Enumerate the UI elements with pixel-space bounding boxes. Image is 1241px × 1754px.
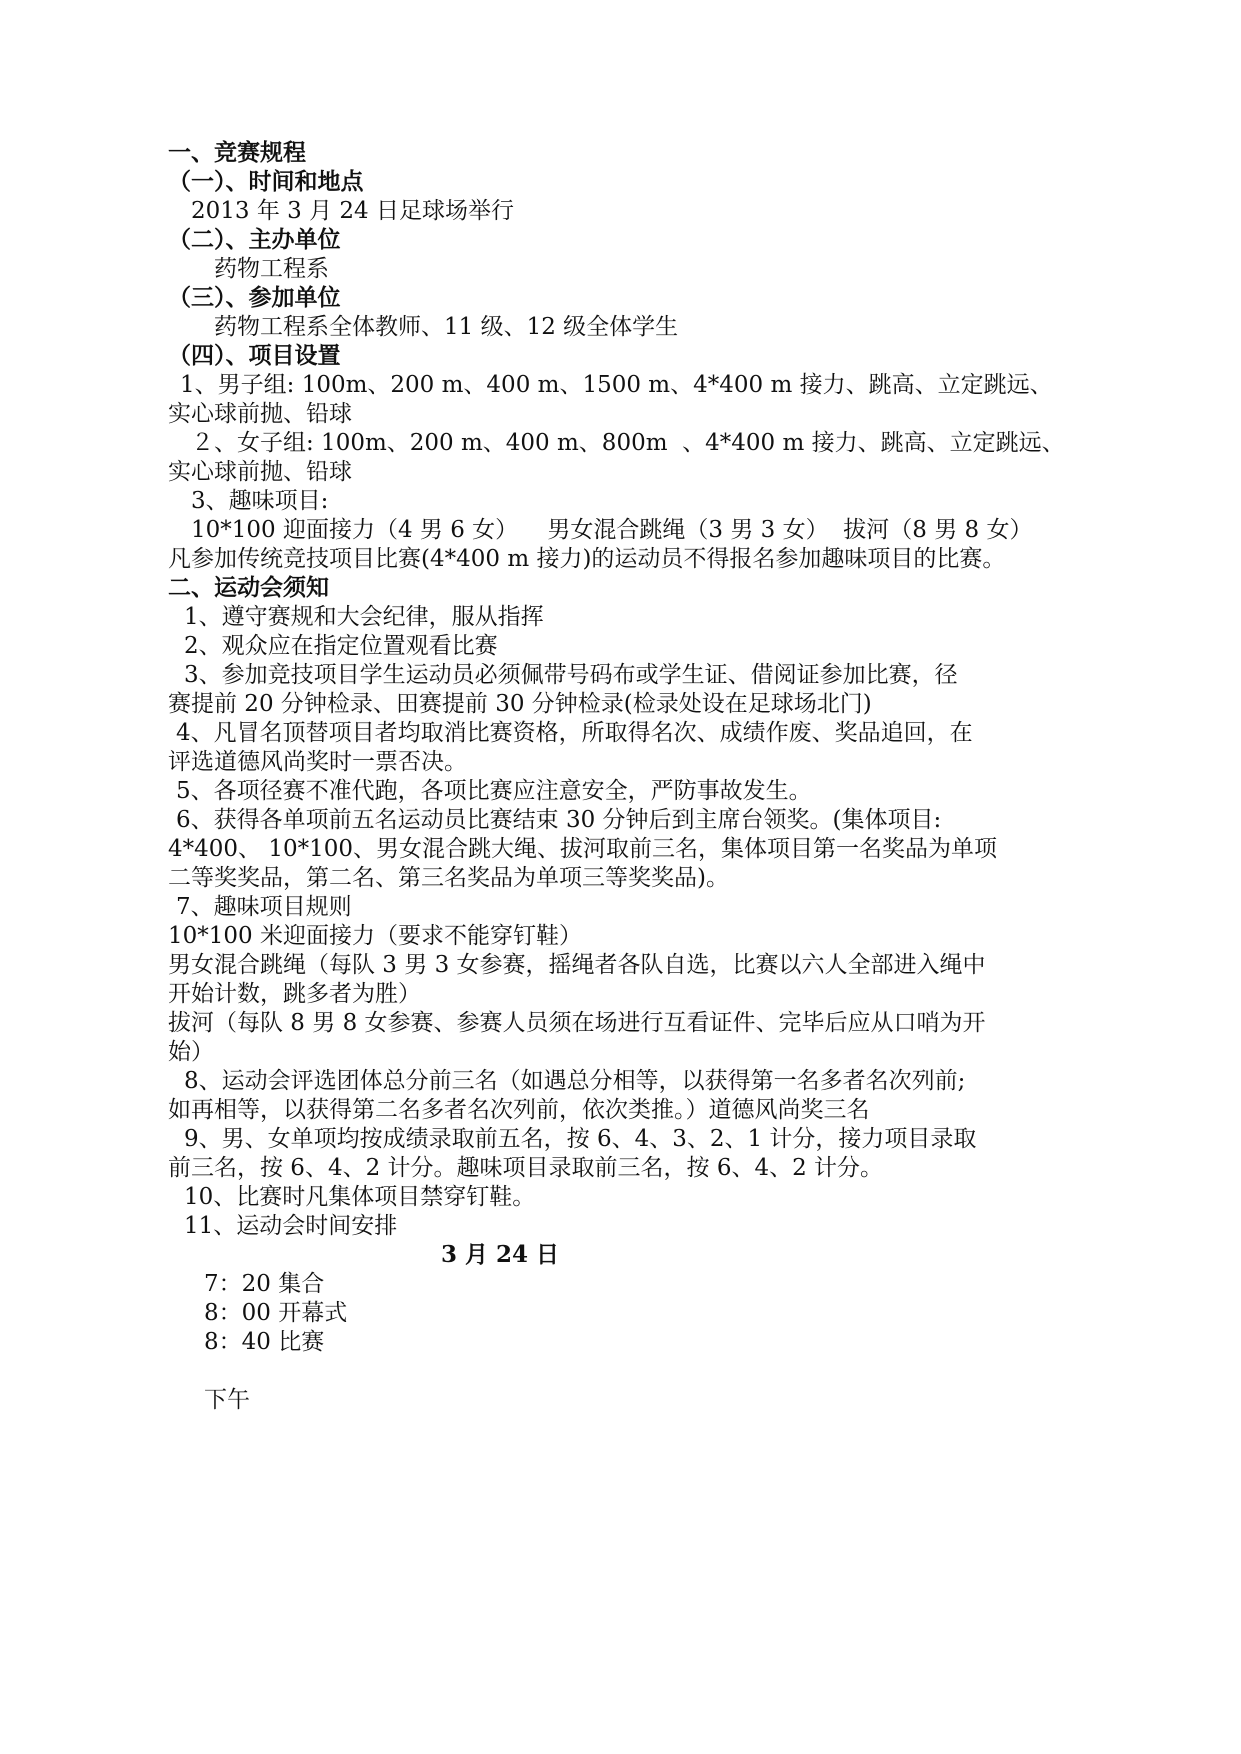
rule-line: 前三名，按 6、4、2 计分。趣味项目录取前三名，按 6、4、2 计分。 xyxy=(168,1155,884,1181)
organizer-text: 药物工程系 xyxy=(214,256,329,282)
rule-line: 赛提前 20 分钟检录、田赛提前 30 分钟检录(检录处设在足球场北门) xyxy=(168,691,872,717)
rule-line: 6、获得各单项前五名运动员比赛结束 30 分钟后到主席台领奖。(集体项目: xyxy=(176,807,942,833)
heading-competition-rules: 一、竞赛规程 xyxy=(168,139,306,166)
schedule-item: 8：40 比赛 xyxy=(204,1329,325,1355)
events-line: 凡参加传统竞技项目比赛(4*400 m 接力)的运动员不得报名参加趣味项目的比赛。 xyxy=(168,546,1006,572)
events-line: 实心球前抛、铅球 xyxy=(168,401,352,427)
schedule-date: 3 月 24 日 xyxy=(441,1241,560,1268)
time-place-text: 2013 年 3 月 24 日足球场举行 xyxy=(191,198,514,224)
rule-line: 10、比赛时凡集体项目禁穿钉鞋。 xyxy=(184,1184,536,1210)
rule-line: 1、遵守赛规和大会纪律，服从指挥 xyxy=(184,604,544,630)
rule-line: 评选道德风尚奖时一票否决。 xyxy=(168,749,467,775)
rule-line: 9、男、女单项均按成绩录取前五名，按 6、4、3、2、1 计分，接力项目录取 xyxy=(184,1126,977,1152)
subheading-organizer: （二）、主办单位 xyxy=(168,226,341,253)
rule-line: 7、趣味项目规则 xyxy=(176,894,352,920)
rule-line: 4、凡冒名顶替项目者均取消比赛资格，所取得名次、成绩作废、奖品追回，在 xyxy=(176,720,973,746)
schedule-item: 8：00 开幕式 xyxy=(204,1300,348,1326)
events-line: 1、男子组: 100m、200 m、400 m、1500 m、4*400 m 接力、跳高、立定跳远、 xyxy=(180,372,1053,398)
subheading-participants: （三）、参加单位 xyxy=(168,284,341,311)
rule-line: 5、各项径赛不准代跑，各项比赛应注意安全，严防事故发生。 xyxy=(176,778,812,804)
rule-line: 2、观众应在指定位置观看比赛 xyxy=(184,633,498,659)
rule-line: 4*400、 10*100、男女混合跳大绳、拔河取前三名，集体项目第一名奖品为单项 xyxy=(168,836,998,862)
subheading-time-place: （一）、时间和地点 xyxy=(168,168,364,195)
rule-line: 8、运动会评选团体总分前三名（如遇总分相等，以获得第一名多者名次列前; xyxy=(184,1068,966,1094)
rule-line: 11、运动会时间安排 xyxy=(184,1213,398,1239)
rule-line: 开始计数，跳多者为胜） xyxy=(168,981,421,1007)
heading-notices: 二、运动会须知 xyxy=(168,574,329,601)
rule-line: 拔河（每队 8 男 8 女参赛、参赛人员须在场进行互看证件、完毕后应从口哨为开 xyxy=(168,1010,986,1036)
events-line: 实心球前抛、铅球 xyxy=(168,459,352,485)
rule-line: 始） xyxy=(168,1039,214,1065)
participants-text: 药物工程系全体教师、11 级、12 级全体学生 xyxy=(214,314,679,340)
events-line: 3、趣味项目: xyxy=(191,488,329,514)
rule-line: 二等奖奖品，第二名、第三名奖品为单项三等奖奖品)。 xyxy=(168,865,729,891)
rule-line: 如再相等，以获得第二名多者名次列前，依次类推。）道德风尚奖三名 xyxy=(168,1097,870,1123)
events-line: 10*100 迎面接力（4 男 6 女） 男女混合跳绳（3 男 3 女） 拔河（8 男 8 女） xyxy=(191,517,1033,543)
rule-line: 10*100 米迎面接力（要求不能穿钉鞋） xyxy=(168,923,582,949)
rule-line: 3、参加竞技项目学生运动员必须佩带号码布或学生证、借阅证参加比赛，径 xyxy=(184,662,958,688)
events-line: ２、女子组: 100m、200 m、400 m、800m 、4*400 m 接力、跳高、立定跳远、 xyxy=(191,430,1065,456)
rule-line: 男女混合跳绳（每队 3 男 3 女参赛，摇绳者各队自选，比赛以六人全部进入绳中 xyxy=(168,952,986,978)
schedule-item: 7：20 集合 xyxy=(204,1271,325,1297)
afternoon-label: 下午 xyxy=(204,1387,250,1413)
subheading-events: （四）、项目设置 xyxy=(168,342,341,369)
